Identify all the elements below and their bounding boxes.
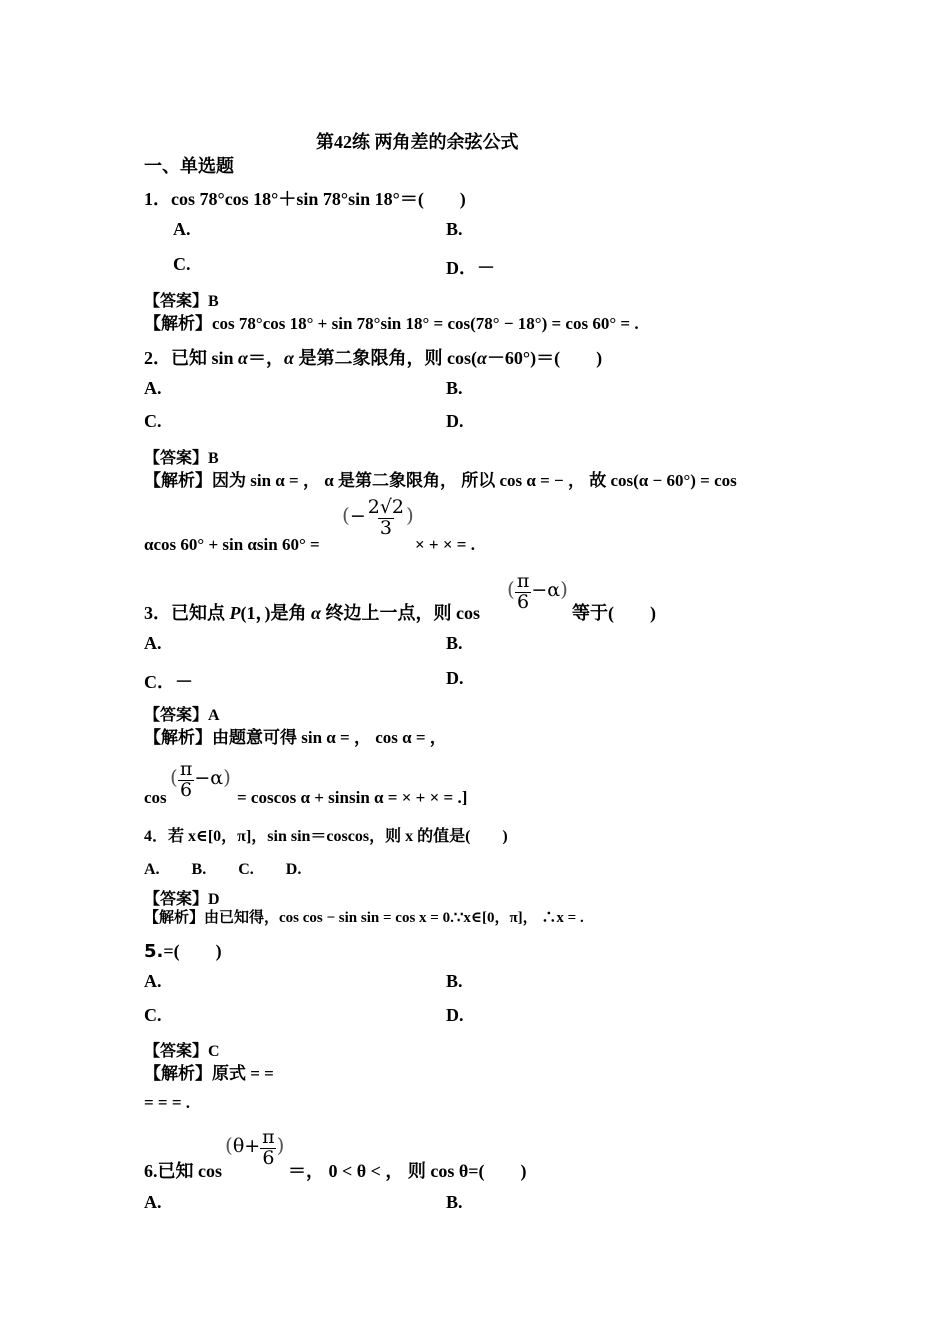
q6-stem-end: ＝， 0 < θ < ， 则 cos θ=( ) — [288, 1161, 527, 1181]
q5-answer: 【答案】C — [144, 1043, 220, 1060]
q5-option-c: C. — [144, 1005, 162, 1025]
q3-analysis-fraction-group — [170, 760, 231, 801]
denominator-six: 6 — [180, 778, 193, 801]
right-paren: ) — [560, 577, 568, 602]
right-paren: ) — [223, 765, 231, 790]
q1-option-b: B. — [446, 219, 463, 239]
denominator-six: 6 — [517, 590, 530, 613]
pi-symbol: π — [179, 758, 193, 780]
q2-fraction-denominator: 3 — [379, 516, 392, 539]
q5-option-b: B. — [446, 971, 463, 991]
q2-neg-sign: − — [349, 505, 366, 528]
pi-symbol: π — [262, 1126, 275, 1148]
q1-stem: 1．cos 78°cos 18°＋sin 78°sin 18°＝( ) — [144, 189, 466, 209]
q3-stem-c: 终边上一点，则 cos — [320, 603, 480, 623]
q3-stem-start — [144, 599, 480, 625]
q2-stem-b: ＝， — [248, 348, 284, 368]
q5-option-a: A. — [144, 971, 162, 991]
q2-analysis-line2-b: × + × = . — [415, 535, 475, 554]
q3-analysis-fraction — [178, 760, 195, 801]
right-paren: ) — [406, 503, 414, 528]
q4-answer: 【答案】D — [144, 891, 220, 908]
q2-option-c: C. — [144, 411, 162, 431]
q3-option-b: B. — [446, 633, 463, 653]
q1-option-d: D．－ — [446, 258, 495, 278]
q2-stem-c: 是第二象限角，则 cos( — [293, 348, 477, 368]
q3-stem-fraction — [515, 572, 532, 613]
q3-stem-a: 3．已知点 — [144, 603, 230, 623]
q3-alpha: α — [311, 603, 321, 623]
q5-number: 5. — [144, 941, 164, 962]
q3-stem-b: (1，)是角 — [240, 603, 311, 623]
q6-option-a: A. — [144, 1192, 162, 1212]
q2-alpha-1: α — [238, 348, 248, 368]
q1-answer: 【答案】B — [144, 293, 219, 310]
left-paren: ( — [507, 577, 515, 602]
q5-analysis-line1: 【解析】原式 = = — [144, 1064, 274, 1083]
q4-analysis: 【解析】由已知得，cos cos − sin sin = cos x = 0.∵x∈[0，π]， ∴x = . — [144, 910, 584, 926]
q5-stem — [144, 937, 222, 963]
q3-stem-end: 等于( ) — [572, 603, 656, 623]
denominator-six: 6 — [262, 1146, 275, 1169]
q2-fraction — [366, 498, 406, 539]
section-heading: 一、单选题 — [144, 156, 234, 176]
q2-fraction-group — [342, 498, 414, 539]
q2-stem — [144, 344, 602, 370]
pi-symbol: π — [516, 570, 530, 592]
q1-option-c: C. — [173, 254, 191, 274]
q6-stem-start: 6.已知 cos — [144, 1161, 222, 1181]
q5-analysis-line2: = = = . — [144, 1093, 191, 1112]
q3-analysis-line2: = coscos α + sinsin α = × + × = .] — [237, 788, 468, 807]
q6-option-b: B. — [446, 1192, 463, 1212]
q2-analysis-line1: 【解析】因为 sin α = ， α 是第二象限角， 所以 cos α = − ， 故 cos(α − 60°) = cos — [144, 471, 737, 490]
q5-stem-text: =( ) — [163, 941, 222, 961]
page-title: 第42练 两角差的余弦公式 — [316, 132, 519, 152]
q2-alpha-2: α — [284, 348, 294, 368]
q5-option-d: D. — [446, 1005, 464, 1025]
q3-point-p: P — [229, 603, 241, 623]
q2-option-d: D. — [446, 411, 464, 431]
q2-option-b: B. — [446, 378, 463, 398]
q3-analysis-cos: cos — [144, 788, 167, 807]
q6-fraction — [260, 1128, 277, 1169]
q1-analysis: 【解析】cos 78°cos 18° + sin 78°sin 18° = cos(78° − 18°) = cos 60° = . — [144, 314, 639, 333]
q6-fraction-group — [225, 1128, 284, 1169]
left-paren: ( — [225, 1133, 233, 1158]
q3-analysis-line1: 【解析】由题意可得 sin α = ， cos α = ， — [144, 728, 447, 747]
q3-answer: 【答案】A — [144, 707, 220, 724]
q4-options: A. B. C. D. — [144, 861, 302, 878]
q2-answer: 【答案】B — [144, 450, 219, 467]
q2-analysis-line2-a: αcos 60° + sin αsin 60° = — [144, 535, 320, 554]
q2-stem-a: 2．已知 sin — [144, 348, 239, 368]
q2-alpha-3: α — [476, 348, 487, 368]
right-paren: ) — [276, 1133, 285, 1158]
q4-stem: 4．若 x∈[0，π]，sin sin＝coscos，则 x 的值是( ) — [144, 828, 508, 845]
q2-option-a: A. — [144, 378, 162, 398]
theta-plus: θ+ — [232, 1135, 261, 1158]
q2-fraction-numerator: 2√2 — [367, 496, 405, 518]
q1-option-a: A. — [173, 219, 191, 239]
q3-stem-fraction-group — [507, 572, 568, 613]
q3-option-a: A. — [144, 633, 162, 653]
q3-option-c: C．－ — [144, 672, 193, 692]
q2-stem-d: －60°)＝( ) — [486, 348, 603, 368]
q3-option-d: D. — [446, 668, 464, 688]
minus-alpha: −α — [194, 767, 224, 790]
left-paren: ( — [170, 765, 178, 790]
left-paren: ( — [342, 503, 350, 528]
minus-alpha: −α — [531, 579, 561, 602]
